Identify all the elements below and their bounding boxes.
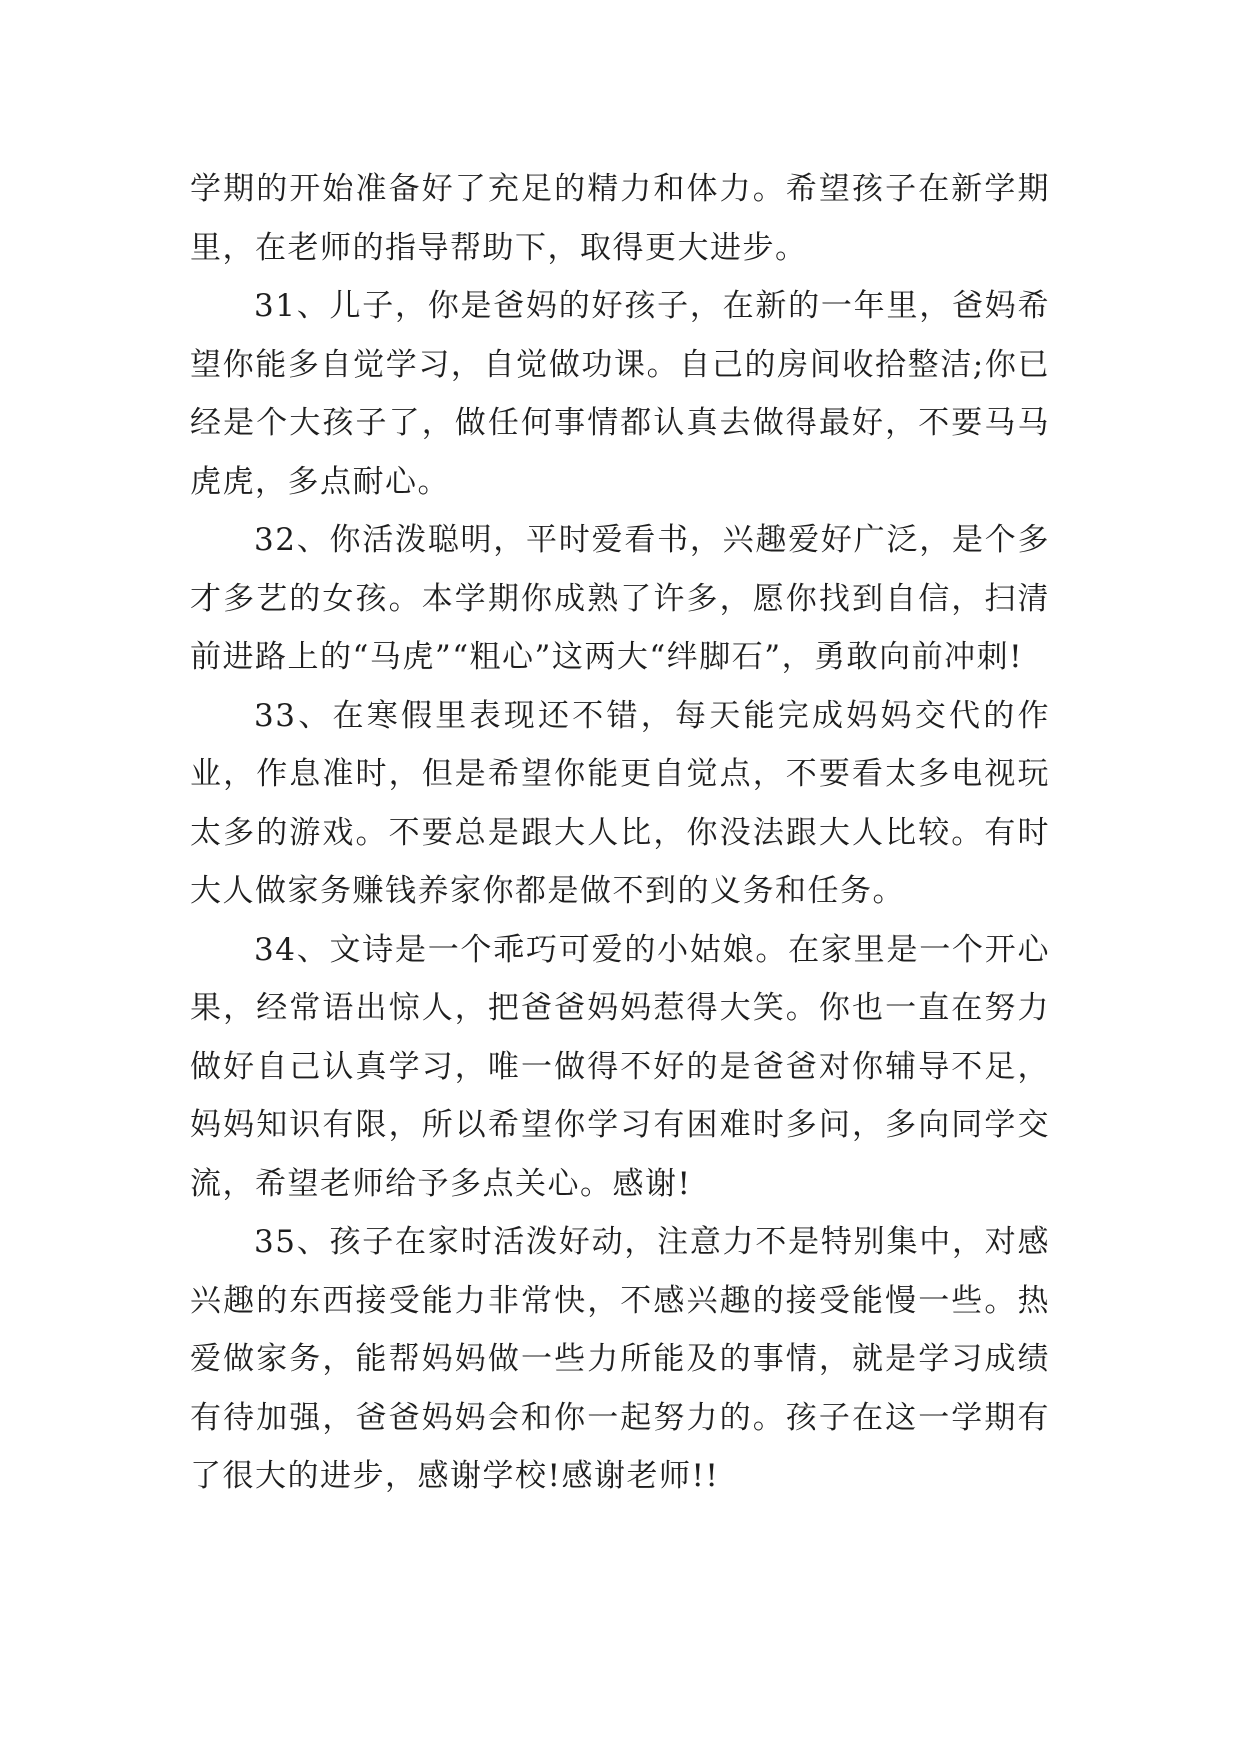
paragraph-31: 31、儿子，你是爸妈的好孩子，在新的一年里，爸妈希望你能多自觉学习，自觉做功课。自己的房间收拾整洁;你已经是个大孩子了，做任何事情都认真去做得最好，不要马马虎虎，多点耐心。: [190, 288, 1050, 500]
paragraph-34: 34、文诗是一个乖巧可爱的小姑娘。在家里是一个开心果，经常语出惊人，把爸爸妈妈惹得大笑。你也一直在努力做好自己认真学习，唯一做得不好的是爸爸对你辅导不足，妈妈知识有限，所以希望你学习有困难时多问，多向同学交流，希望老师给予多点关心。感谢!: [190, 931, 1050, 1202]
paragraph-35: 35、孩子在家时活泼好动，注意力不是特别集中，对感兴趣的东西接受能力非常快，不感兴趣的接受能慢一些。热爱做家务，能帮妈妈做一些力所能及的事情，就是学习成绩有待加强，爸爸妈妈会和你一起努力的。孩子在这一学期有了很大的进步，感谢学校!感谢老师!!: [190, 1224, 1050, 1494]
document-body: [190, 160, 1050, 1506]
paragraph-32: 32、你活泼聪明，平时爱看书，兴趣爱好广泛，是个多才多艺的女孩。本学期你成熟了许多，愿你找到自信，扫清前进路上的“马虎”“粗心”这两大“绊脚石”，勇敢向前冲刺!: [190, 522, 1050, 675]
paragraph-33: 33、在寒假里表现还不错，每天能完成妈妈交代的作业，作息准时，但是希望你能更自觉点，不要看太多电视玩太多的游戏。不要总是跟大人比，你没法跟大人比较。有时大人做家务赚钱养家你都是做不到的义务和任务。: [190, 697, 1050, 909]
paragraph-continued: 学期的开始准备好了充足的精力和体力。希望孩子在新学期里，在老师的指导帮助下，取得更大进步。: [190, 171, 1050, 266]
